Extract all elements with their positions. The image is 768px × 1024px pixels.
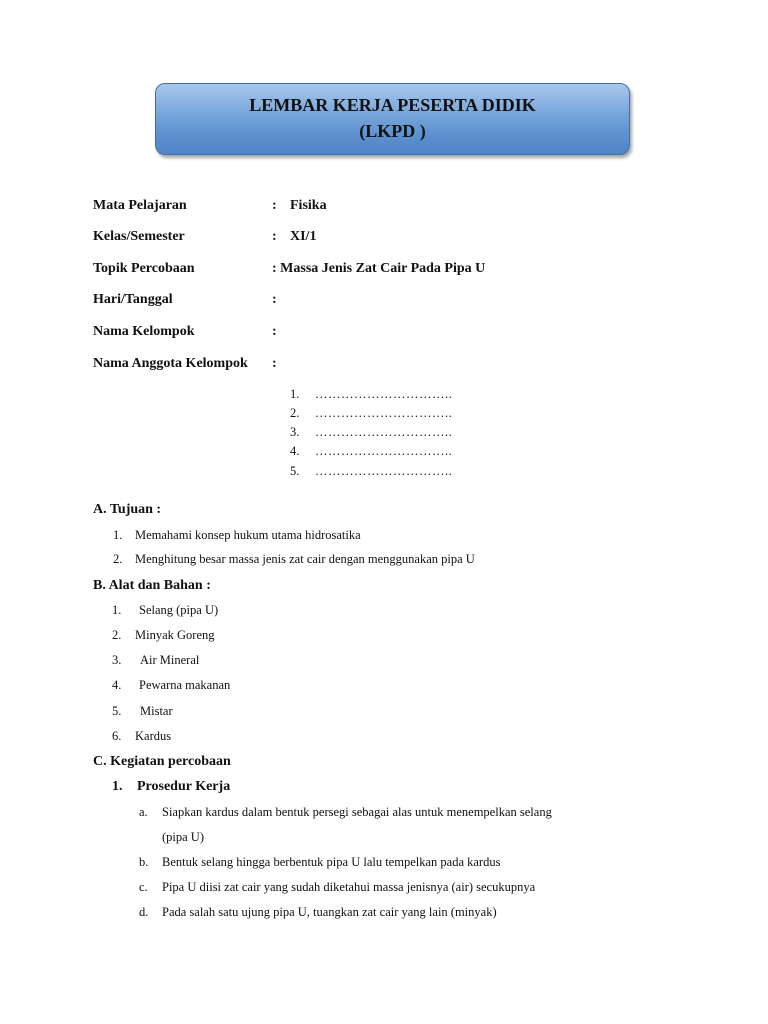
title-banner bbox=[155, 83, 630, 155]
member-number: 1. bbox=[290, 387, 300, 401]
document-subtitle: (LKPD ) bbox=[359, 121, 426, 141]
member-blank-line: ………………………….. bbox=[315, 406, 453, 420]
topik-label: Topik Percobaan bbox=[93, 261, 195, 276]
member-number: 3. bbox=[290, 425, 300, 439]
anggota-label: Nama Anggota Kelompok bbox=[93, 356, 248, 371]
hari-label: Hari/Tanggal bbox=[93, 292, 173, 307]
step-letter: d. bbox=[139, 905, 149, 919]
subsection-heading: Prosedur Kerja bbox=[137, 779, 231, 794]
kelas-colon: : bbox=[272, 229, 277, 244]
list-number: 2. bbox=[112, 628, 122, 642]
list-number: 2. bbox=[113, 552, 123, 566]
list-item: Kardus bbox=[135, 729, 172, 743]
step-text: Bentuk selang hingga berbentuk pipa U lalu tempelkan pada kardus bbox=[162, 855, 501, 869]
list-number: 6. bbox=[112, 729, 122, 743]
section-a-heading: A. Tujuan : bbox=[93, 502, 162, 517]
kelas-value: XI/1 bbox=[290, 229, 317, 244]
step-text: Siapkan kardus dalam bentuk persegi sebagai alas untuk menempelkan selang bbox=[162, 805, 552, 819]
member-blank-line: ………………………….. bbox=[315, 464, 453, 478]
nama-kelompok-colon: : bbox=[272, 324, 277, 339]
step-text: Pipa U diisi zat cair yang sudah diketahui massa jenisnya (air) secukupnya bbox=[162, 880, 536, 894]
member-blank-line: ………………………….. bbox=[315, 387, 453, 401]
mapel-value: Fisika bbox=[290, 198, 327, 213]
kelas-label: Kelas/Semester bbox=[93, 229, 185, 244]
anggota-colon: : bbox=[272, 356, 277, 371]
section-b-heading: B. Alat dan Bahan : bbox=[93, 578, 211, 593]
list-item: Menghitung besar massa jenis zat cair dengan menggunakan pipa U bbox=[135, 552, 475, 566]
step-text-continued: (pipa U) bbox=[162, 830, 204, 844]
hari-colon: : bbox=[272, 292, 277, 307]
list-item: Air Mineral bbox=[140, 653, 200, 667]
list-number: 5. bbox=[112, 704, 122, 718]
section-c-heading: C. Kegiatan percobaan bbox=[93, 754, 231, 769]
member-number: 2. bbox=[290, 406, 300, 420]
list-number: 4. bbox=[112, 678, 122, 692]
list-number: 1. bbox=[113, 528, 123, 542]
member-number: 4. bbox=[290, 444, 300, 458]
topik-value: : Massa Jenis Zat Cair Pada Pipa U bbox=[272, 261, 486, 276]
list-number: 3. bbox=[112, 653, 122, 667]
list-item: Minyak Goreng bbox=[135, 628, 215, 642]
nama-kelompok-label: Nama Kelompok bbox=[93, 324, 195, 339]
member-blank-line: ………………………….. bbox=[315, 444, 453, 458]
list-item: Mistar bbox=[140, 704, 173, 718]
document-title: LEMBAR KERJA PESERTA DIDIK bbox=[249, 95, 536, 115]
step-letter: c. bbox=[139, 880, 148, 894]
list-item: Pewarna makanan bbox=[139, 678, 231, 692]
step-text: Pada salah satu ujung pipa U, tuangkan zat cair yang lain (minyak) bbox=[162, 905, 497, 919]
step-letter: a. bbox=[139, 805, 148, 819]
member-number: 5. bbox=[290, 464, 300, 478]
mapel-label: Mata Pelajaran bbox=[93, 198, 187, 213]
list-number: 1. bbox=[112, 603, 122, 617]
step-letter: b. bbox=[139, 855, 149, 869]
list-item: Memahami konsep hukum utama hidrosatika bbox=[135, 528, 361, 542]
subsection-number: 1. bbox=[112, 779, 123, 794]
mapel-colon: : bbox=[272, 198, 277, 213]
list-item: Selang (pipa U) bbox=[139, 603, 219, 617]
member-blank-line: ………………………….. bbox=[315, 425, 453, 439]
